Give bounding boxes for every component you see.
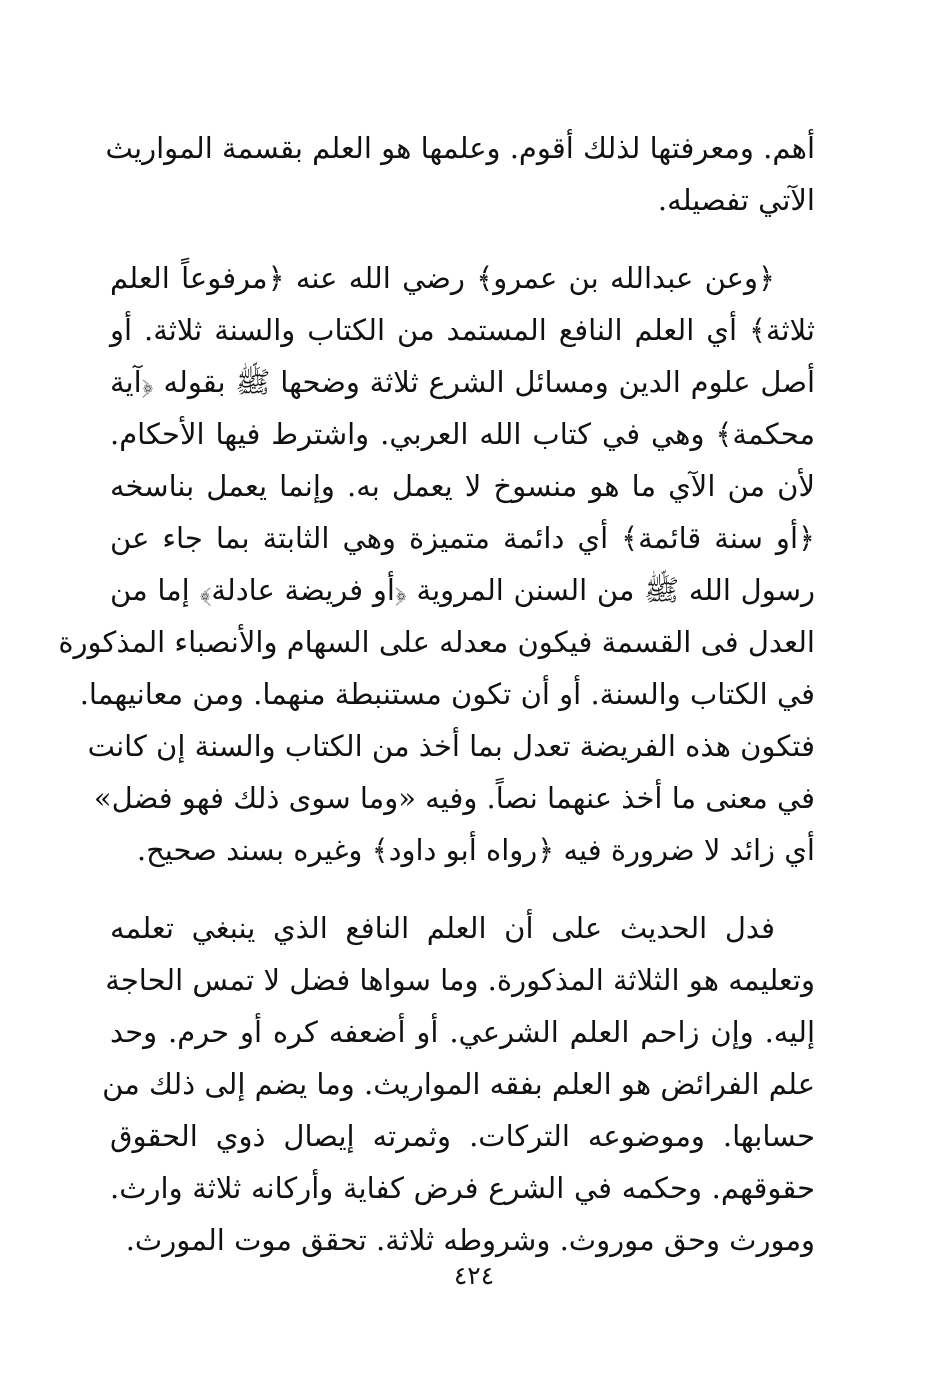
text-line: ﴿وعن عبدالله بن عمرو﴾ رضي الله عنه ﴿مرفوعاً العلم xyxy=(110,261,775,295)
paragraph-gap xyxy=(110,226,815,252)
page-number: ٤٢٤ xyxy=(453,1261,495,1290)
text-line: حقوقهم. وحكمه في الشرع فرض كفاية وأركانه ثلاثة وارث. xyxy=(110,1171,815,1205)
text-line: حسابها. وموضوعه التركات. وثمرته إيصال ذوي الحقوق xyxy=(110,1119,815,1153)
text-line: ثلاثة﴾ أي العلم النافع المستمد من الكتاب والسنة ثلاثة. أو xyxy=(110,313,815,347)
text-line: العدل فى القسمة فيكون معدله على السهام والأنصباء المذكورة xyxy=(58,625,815,659)
text-line: ﴿أو سنة قائمة﴾ أي دائمة متميزة وهي الثابتة بما جاء عن xyxy=(110,521,815,555)
page-body xyxy=(58,122,815,1302)
text-line: في معنى ما أخذ عنهما نصاً. وفيه «وما سوى ذلك فهو فضل» xyxy=(93,781,815,815)
text-line: ومورث وحق موروث. وشروطه ثلاثة. تحقق موت المورث. xyxy=(125,1223,815,1257)
text-line: أهم. ومعرفتها لذلك أقوم. وعلمها هو العلم بقسمة المواريث xyxy=(105,131,815,165)
text-line: فتكون هذه الفريضة تعدل بما أخذ من الكتاب والسنة إن كانت xyxy=(87,729,815,763)
text-line: فدل الحديث على أن العلم النافع الذي ينبغي تعلمه xyxy=(110,911,775,945)
text-line: إليه. وإن زاحم العلم الشرعي. أو أضعفه كره أو حرم. وحد xyxy=(110,1015,815,1049)
text-line: علم الفرائض هو العلم بفقه المواريث. وما يضم إلى ذلك من xyxy=(102,1067,815,1101)
paragraph-3 xyxy=(102,902,815,1266)
text-line: محكمة﴾ وهي في كتاب الله العربي. واشترط فيها الأحكام. xyxy=(110,417,815,451)
paragraph-2 xyxy=(58,252,815,876)
text-line: في الكتاب والسنة. أو أن تكون مستنبطة منهما. ومن معانيهما. xyxy=(79,677,815,711)
text-line: أصل علوم الدين ومسائل الشرع ثلاثة وضحها ﷺ بقوله ﴿آية xyxy=(110,365,815,399)
text-line: أي زائد لا ضرورة فيه ﴿رواه أبو داود﴾ وغيره بسند صحيح. xyxy=(136,833,815,867)
text-line: رسول الله ﷺ من السنن المروية ﴿أو فريضة عادلة﴾ إما من xyxy=(110,573,815,607)
text-line: وتعليمه هو الثلاثة المذكورة. وما سواها فضل لا تمس الحاجة xyxy=(105,963,815,997)
text-line: الآتي تفصيله. xyxy=(657,183,815,217)
text-line: لأن من الآي ما هو منسوخ لا يعمل به. وإنما يعمل بناسخه xyxy=(110,469,815,503)
paragraph-gap xyxy=(110,876,815,902)
paragraph-1 xyxy=(105,122,815,226)
